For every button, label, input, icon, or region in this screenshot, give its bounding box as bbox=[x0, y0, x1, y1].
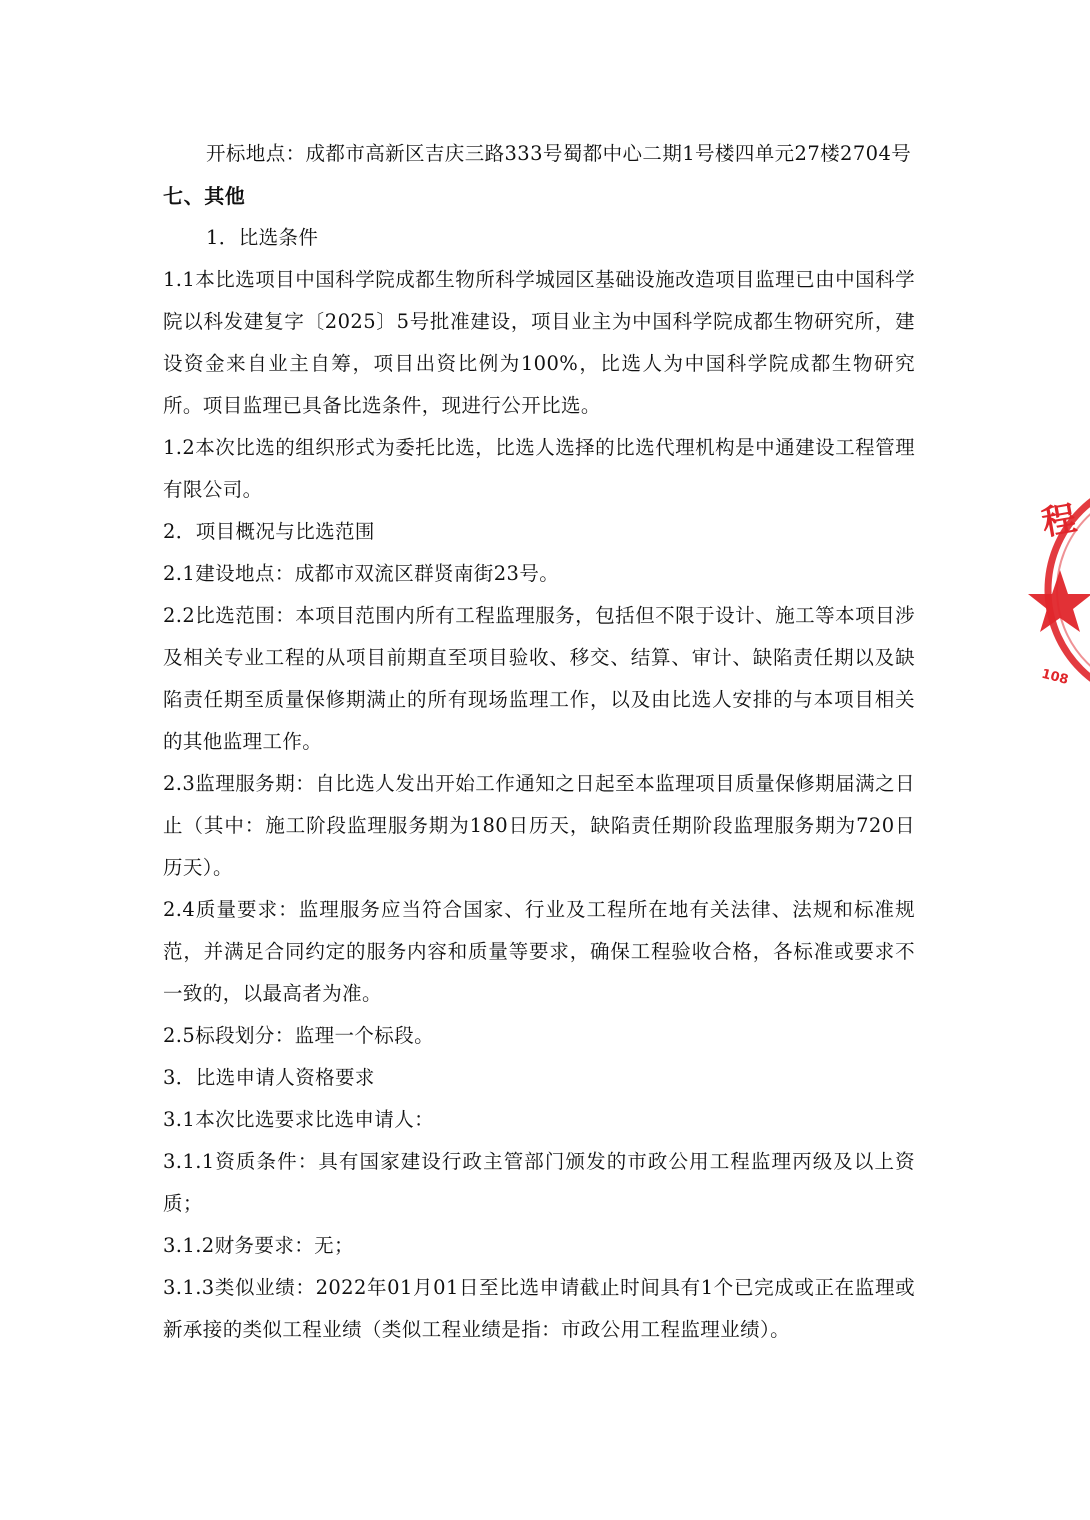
paragraph-3-1-2: 3.1.2财务要求：无； bbox=[163, 1234, 354, 1257]
official-seal-stamp bbox=[1030, 470, 1090, 710]
paragraph-3: 3．比选申请人资格要求 bbox=[163, 1066, 375, 1089]
paragraph-1: 1．比选条件 bbox=[206, 226, 319, 249]
paragraph-1-2: 1.2本次比选的组织形式为委托比选，比选人选择的比选代理机构是中通建设工程管理有限公司。 bbox=[163, 436, 915, 501]
paragraph-2-1: 2.1建设地点：成都市双流区群贤南街23号。 bbox=[163, 562, 560, 585]
document-body bbox=[163, 133, 915, 1351]
paragraph-2: 2．项目概况与比选范围 bbox=[163, 520, 375, 543]
section-title: 七、其他 bbox=[163, 184, 246, 208]
paragraph-3-1-1: 3.1.1资质条件：具有国家建设行政主管部门颁发的市政公用工程监理丙级及以上资质； bbox=[163, 1150, 915, 1215]
paragraph-3-1-3: 3.1.3类似业绩：2022年01月01日至比选申请截止时间具有1个已完成或正在监理或新承接的类似工程业绩（类似工程业绩是指：市政公用工程监理业绩）。 bbox=[163, 1276, 915, 1341]
seal-char: 程 bbox=[1038, 498, 1080, 544]
paragraph-1-1: 1.1本比选项目中国科学院成都生物所科学城园区基础设施改造项目监理已由中国科学院以科发建复字〔2025〕5号批准建设，项目业主为中国科学院成都生物研究所，建设资金来自业主自筹，项目出资比例为100%，比选人为中国科学院成都生物研究所。项目监理已具备比选条件，现进行公开比选。 bbox=[163, 268, 915, 417]
opening-location: 开标地点：成都市高新区吉庆三路333号蜀都中心二期1号楼四单元27楼2704号 bbox=[206, 142, 912, 165]
paragraph-2-3: 2.3监理服务期：自比选人发出开始工作通知之日起至本监理项目质量保修期届满之日止（其中：施工阶段监理服务期为180日历天，缺陷责任期阶段监理服务期为720日历天）。 bbox=[163, 772, 915, 879]
paragraph-2-4: 2.4质量要求：监理服务应当符合国家、行业及工程所在地有关法律、法规和标准规范，并满足合同约定的服务内容和质量等要求，确保工程验收合格，各标准或要求不一致的，以最高者为准。 bbox=[163, 898, 915, 1005]
paragraph-3-1: 3.1本次比选要求比选申请人： bbox=[163, 1108, 435, 1131]
seal-graphic bbox=[1030, 470, 1090, 710]
seal-number: 108 bbox=[1039, 666, 1070, 688]
paragraph-2-2: 2.2比选范围：本项目范围内所有工程监理服务，包括但不限于设计、施工等本项目涉及相关专业工程的从项目前期直至项目验收、移交、结算、审计、缺陷责任期以及缺陷责任期至质量保修期满止的所有现场监理工作，以及由比选人安排的与本项目相关的其他监理工作。 bbox=[163, 604, 915, 753]
paragraph-2-5: 2.5标段划分：监理一个标段。 bbox=[163, 1024, 435, 1047]
